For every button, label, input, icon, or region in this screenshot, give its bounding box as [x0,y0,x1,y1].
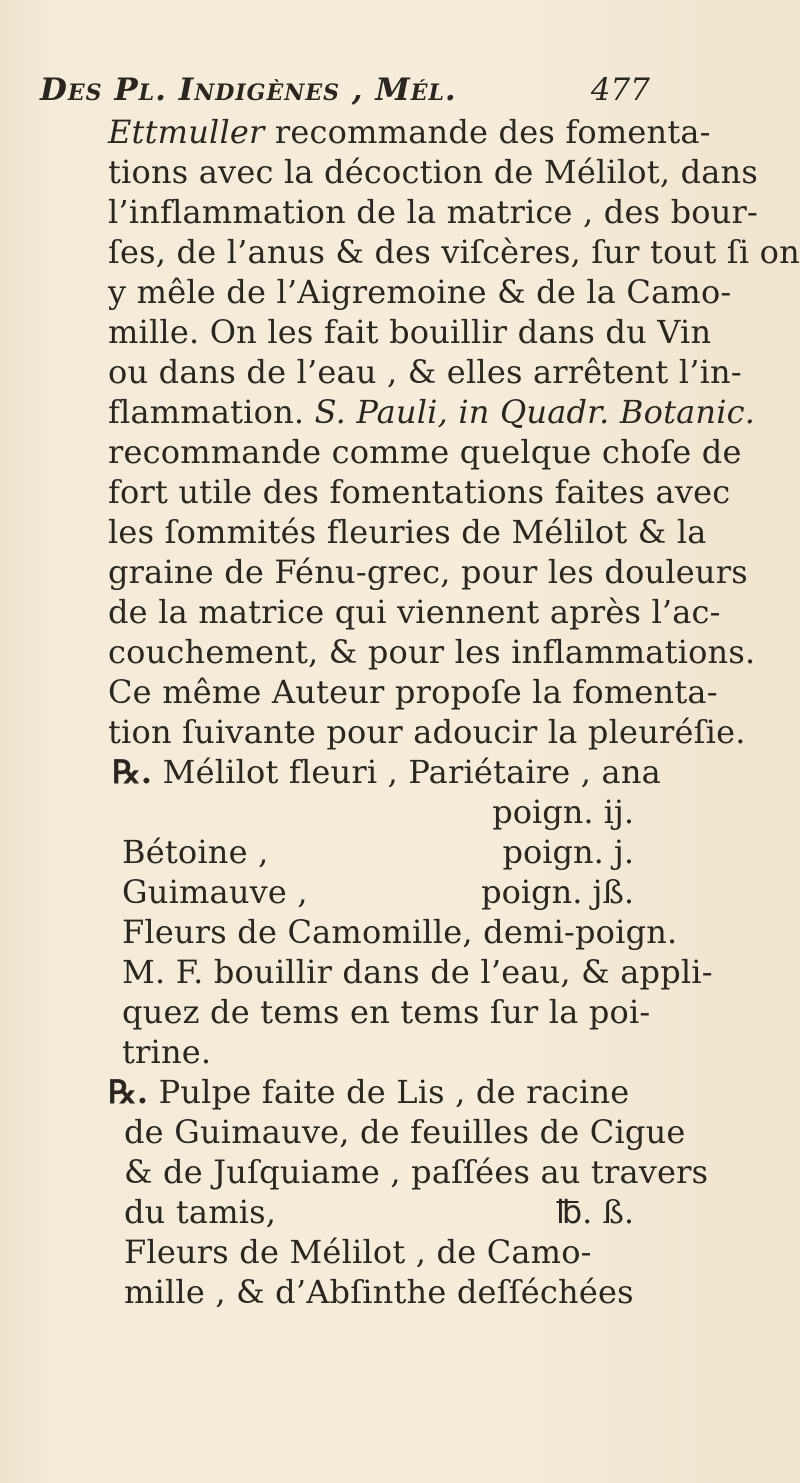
text-line [108,392,756,432]
recipe-dose: ℔. ß. [555,1193,634,1231]
recipe-ingredient: Guimauve , [122,873,308,911]
text-line: les ſommités fleuries de Mélilot & la [108,513,707,551]
recipe-line: & de Juſquiame , paſſées au travers [124,1153,709,1191]
author-name: Ettmuller [108,113,265,151]
recipe-line [108,1072,648,1112]
recipe-line: Fleurs de Camomille, demi-poign. [122,913,678,951]
text-line: recommande comme quelque choſe de [108,433,742,471]
running-title: Des Pl. Indigènes , Mél. [40,72,457,108]
text-line: mille. On les fait bouillir dans du Vin [108,313,712,351]
text-line: ou dans de l’eau , & elles arrêtent l’in- [108,353,742,391]
recipe-text: Pulpe faite de Lis , de racine [158,1073,630,1111]
running-header [40,66,650,110]
text-span: recommande des fomenta- [264,113,711,151]
recipe-ingredient: du tamis, [124,1193,277,1231]
recipe-line: M. F. bouillir dans de l’eau, & appli- [122,953,713,991]
recipe-line: trine. [122,1033,212,1071]
recipe-line [112,752,661,792]
text-line: graine de Fénu-grec, pour les douleurs [108,553,748,591]
text-line: de la matrice qui viennent après l’ac- [108,593,721,631]
recipe-line: quez de tems en tems ſur la poi- [122,993,651,1031]
citation: S. Pauli, in Quadr. Botanic. [314,393,756,431]
text-line: tion ſuivante pour adoucir la pleuréſie. [108,713,746,751]
recipe-dose: poign. jß. [481,873,634,911]
recipe-ingredient: Bétoine , [122,833,269,871]
text-line: l’inflammation de la matrice , des bour- [108,193,759,231]
text-span: flammation. [108,393,315,431]
text-line: tions avec la décoction de Mélilot, dans [108,153,758,191]
text-line: Ce même Auteur propoſe la fomenta- [108,673,718,711]
page-number: 477 [590,72,650,108]
recipe-symbol: ℞. [108,1073,149,1111]
text-line: ſes, de l’anus & des viſcères, ſur tout ſi on [108,233,800,271]
text-line: couchement, & pour les inflammations. [108,633,756,671]
recipe-dose: poign. ij. [492,793,634,831]
recipe-text: Mélilot fleuri , Pariétaire , ana [162,753,661,791]
recipe-dose: poign. j. [502,833,634,871]
recipe-line: Fleurs de Mélilot , de Camo- [124,1233,592,1271]
recipe-line: mille , & d’Abſinthe deſſéchées [124,1273,634,1311]
text-line [108,112,711,152]
recipe-symbol: ℞. [112,753,153,791]
text-line: fort utile des fomentations faites avec [108,473,731,511]
recipe-line: de Guimauve, de feuilles de Cigue [124,1113,686,1151]
text-line: y mêle de l’Aigremoine & de la Camo- [108,273,732,311]
